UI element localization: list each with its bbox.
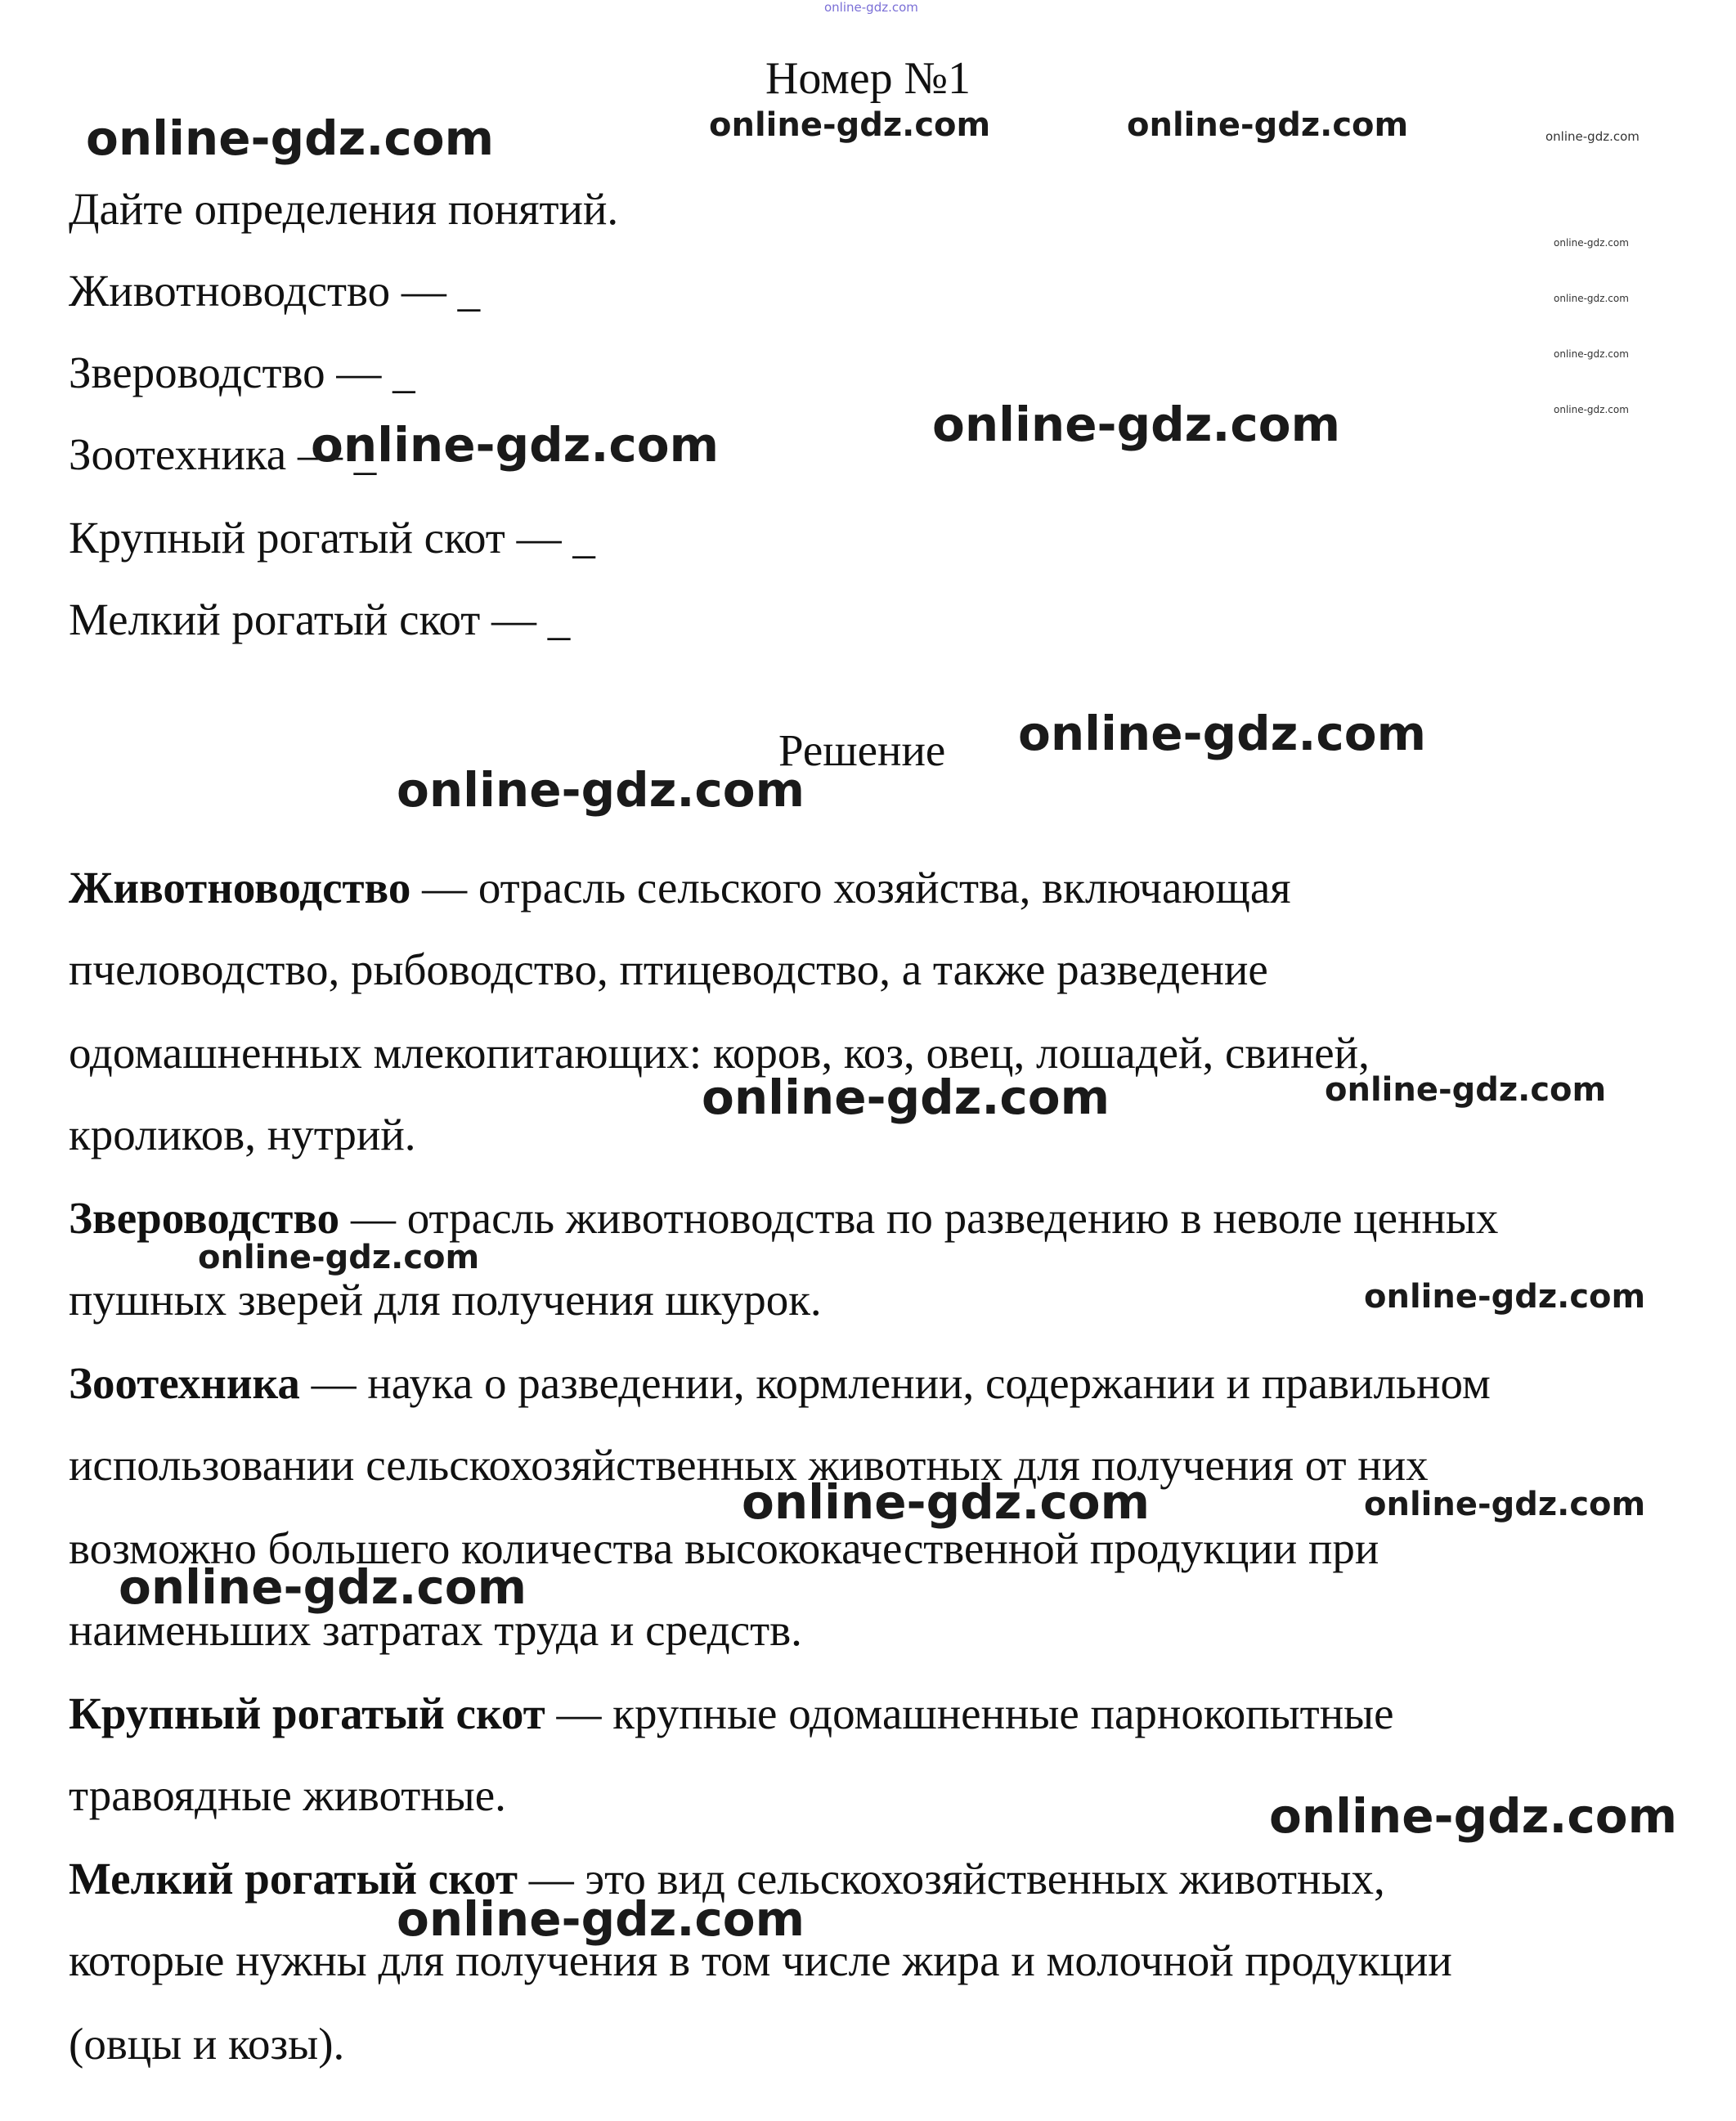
watermark: online-gdz.com xyxy=(1554,237,1629,249)
watermark: online-gdz.com xyxy=(1127,106,1409,144)
watermark: online-gdz.com xyxy=(86,110,495,166)
question-item: Крупный рогатый скот — _ xyxy=(69,513,595,563)
watermark: online-gdz.com xyxy=(1554,293,1629,304)
watermark: online-gdz.com xyxy=(397,762,805,818)
definition-term: Зоотехника xyxy=(69,1358,300,1408)
watermark: online-gdz.com xyxy=(119,1559,527,1615)
definition-term: Звероводство xyxy=(69,1193,340,1243)
watermark: online-gdz.com xyxy=(1269,1788,1678,1844)
definition-line: пчеловодство, рыбоводство, птицеводство, а также разведение xyxy=(69,944,1268,994)
definition-line: использовании сельскохозяйственных животных для получения от них xyxy=(69,1440,1429,1490)
definition-line: возможно большего количества высококачественной продукции при xyxy=(69,1523,1379,1573)
page-title: Номер №1 xyxy=(765,53,971,104)
watermark: online-gdz.com xyxy=(1364,1278,1646,1316)
question-item: Зоотехника — _ xyxy=(69,429,377,479)
definition-text: — это вид сельскохозяйственных животных, xyxy=(517,1854,1385,1904)
watermark: online-gdz.com xyxy=(1554,348,1629,360)
definition-line: кроликов, нутрий. xyxy=(69,1110,416,1159)
watermark: online-gdz.com xyxy=(1554,404,1629,415)
definition-term: Крупный рогатый скот xyxy=(69,1688,545,1738)
watermark: online-gdz.com xyxy=(311,417,720,473)
definition-text: — отрасль животноводства по разведению в неволе ценных xyxy=(339,1193,1499,1243)
watermark: online-gdz.com xyxy=(709,106,991,144)
solution-heading: Решение xyxy=(778,725,946,775)
definition-text: — крупные одомашненные парнокопытные xyxy=(545,1688,1394,1738)
definition-line: наименьших затратах труда и средств. xyxy=(69,1605,802,1655)
watermark: online-gdz.com xyxy=(932,397,1341,452)
question-item: Животноводство — _ xyxy=(69,266,481,316)
definition-line xyxy=(69,1688,1394,1738)
definition-line: травоядные животные. xyxy=(69,1770,506,1820)
watermark: online-gdz.com xyxy=(742,1474,1151,1530)
watermark: online-gdz.com xyxy=(1545,129,1640,144)
question-prompt: Дайте определения понятий. xyxy=(69,184,619,234)
watermark: online-gdz.com xyxy=(1018,706,1427,761)
watermark: online-gdz.com xyxy=(1364,1486,1646,1523)
definition-line: пушных зверей для получения шкурок. xyxy=(69,1275,822,1325)
question-item: Звероводство — _ xyxy=(69,348,415,397)
definition-line xyxy=(69,1193,1499,1243)
definition-term: Животноводство xyxy=(69,863,411,913)
watermark: online-gdz.com xyxy=(1325,1071,1607,1109)
definition-text: — наука о разведении, кормлении, содержании и правильном xyxy=(299,1358,1491,1408)
definition-line xyxy=(69,863,1291,913)
watermark: online-gdz.com xyxy=(397,1891,805,1947)
question-item: Мелкий рогатый скот — _ xyxy=(69,594,571,644)
definition-line: одомашненных млекопитающих: коров, коз, овец, лошадей, свиней, xyxy=(69,1028,1370,1078)
definition-line: (овцы и козы). xyxy=(69,2019,345,2069)
watermark: online-gdz.com xyxy=(824,0,918,15)
watermark: online-gdz.com xyxy=(198,1239,480,1276)
definition-term: Мелкий рогатый скот xyxy=(69,1854,518,1904)
definition-line xyxy=(69,1358,1491,1408)
definition-line: которые нужны для получения в том числе жира и молочной продукции xyxy=(69,1935,1452,1985)
definition-text: — отрасль сельского хозяйства, включающая xyxy=(410,863,1291,913)
watermark: online-gdz.com xyxy=(702,1069,1110,1125)
